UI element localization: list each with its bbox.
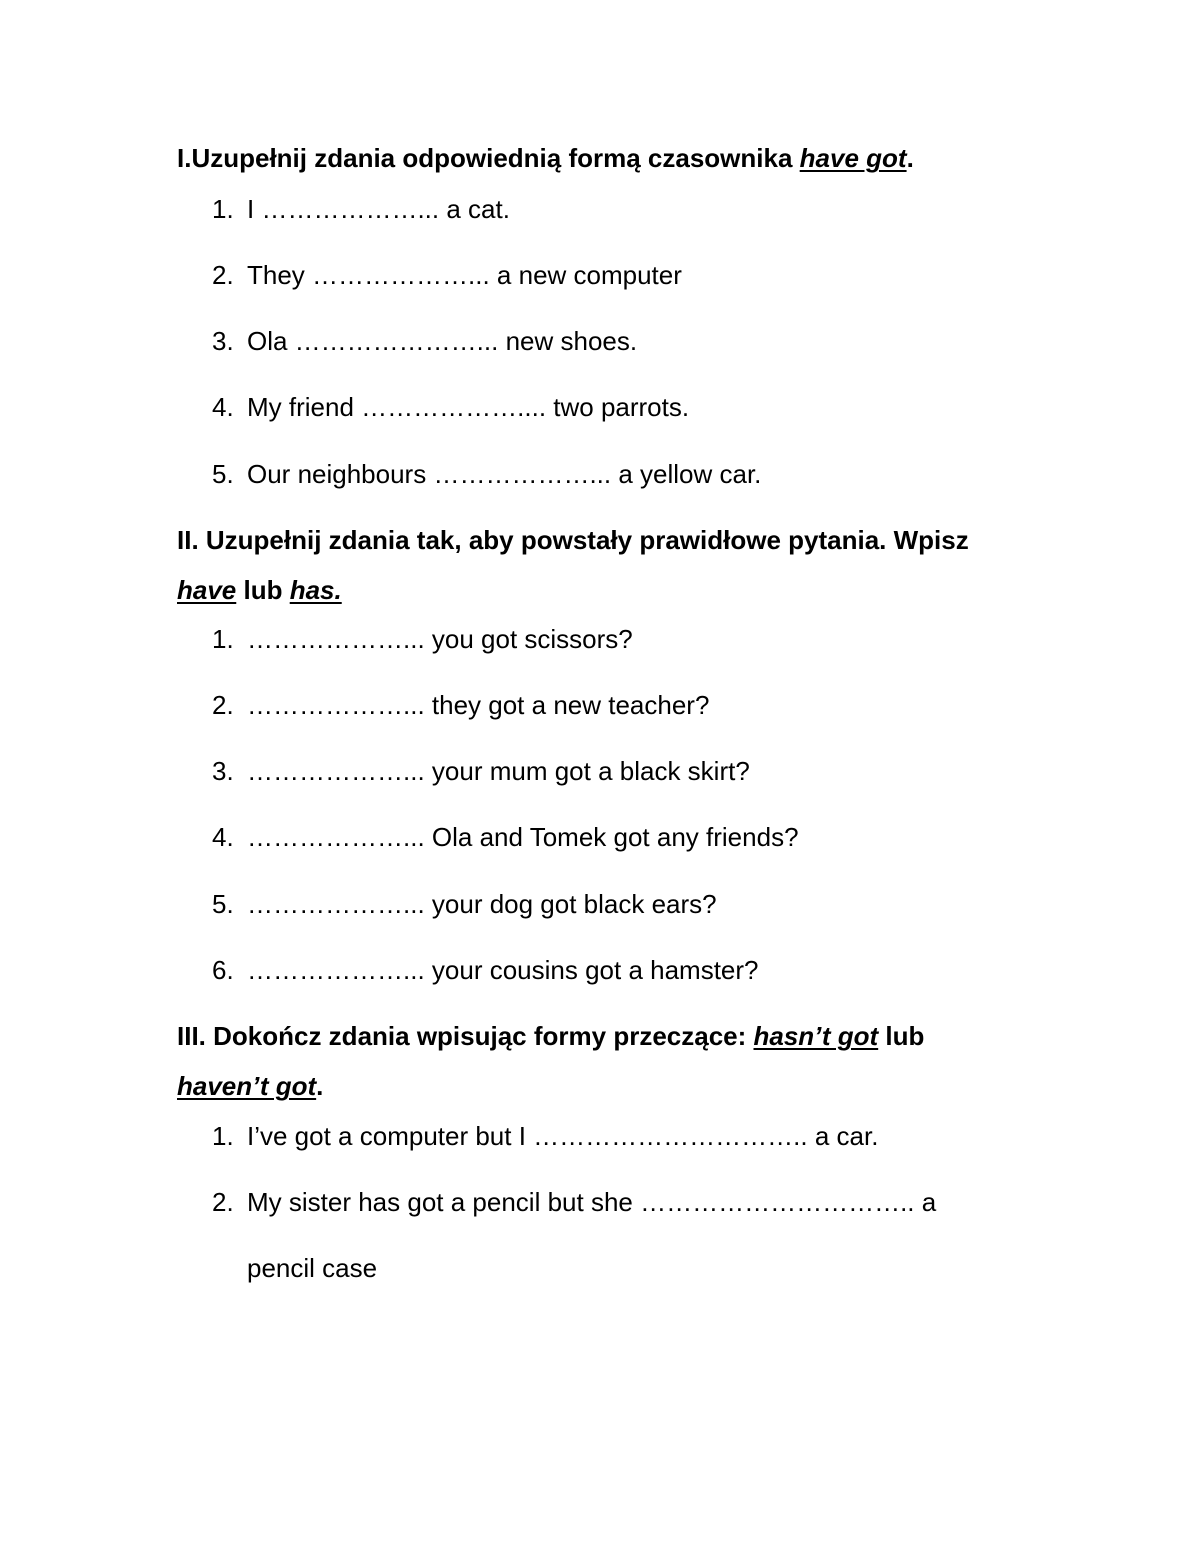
item-number: 2. [212, 690, 234, 720]
list-item [212, 259, 682, 291]
section3-heading-connector: lub [878, 1021, 925, 1051]
list-item [212, 458, 761, 490]
section2-heading-line1: II. Uzupełnij zdania tak, aby powstały prawidłowe pytania. Wpisz [177, 525, 969, 555]
item-text: ………………... Ola and Tomek got any friends? [247, 822, 799, 852]
list-item [212, 325, 637, 357]
section1-heading-emphasis: have got [799, 143, 907, 173]
item-text: ………………... your cousins got a hamster? [247, 955, 759, 985]
list-item [212, 1120, 878, 1152]
item-number: 3. [212, 756, 234, 786]
item-text: I’ve got a computer but I ………………………….. a car. [247, 1121, 879, 1151]
item-number: 5. [212, 889, 234, 919]
item-number: 1. [212, 194, 234, 224]
item-number: 4. [212, 822, 234, 852]
item-text: My sister has got a pencil but she ………………………….. a [247, 1187, 937, 1217]
item-number: 5. [212, 459, 234, 489]
item-number: 2. [212, 1187, 234, 1217]
item-text: ………………... you got scissors? [247, 624, 633, 654]
section3-heading-line2 [177, 1070, 323, 1102]
item-text: ………………... your mum got a black skirt? [247, 756, 750, 786]
item-text: Our neighbours ………………... a yellow car. [247, 459, 762, 489]
list-item [212, 193, 510, 225]
list-item [212, 888, 717, 920]
item-text: ………………... they got a new teacher? [247, 690, 710, 720]
section3-heading-line1 [177, 1020, 924, 1052]
section2-heading-line2 [177, 574, 342, 606]
list-item [212, 623, 633, 655]
section3-heading-emphasis-havent: haven’t got [177, 1071, 317, 1101]
list-item [212, 689, 709, 721]
list-item [212, 821, 799, 853]
section3-heading-emphasis-hasnt: hasn’t got [753, 1021, 879, 1051]
section1-heading-suffix: . [906, 143, 914, 173]
section2-heading-emphasis-have: have [177, 575, 237, 605]
item-number: 2. [212, 260, 234, 290]
item-text: ………………... your dog got black ears? [247, 889, 717, 919]
section3-heading-text: III. Dokończ zdania wpisując formy przeczące: [177, 1021, 754, 1051]
item-number: 3. [212, 326, 234, 356]
item-text: Ola …………………... new shoes. [247, 326, 638, 356]
section1-heading-text: I.Uzupełnij zdania odpowiednią formą czasownika [177, 143, 800, 173]
item-number: 6. [212, 955, 234, 985]
item-number: 4. [212, 392, 234, 422]
item-number: 1. [212, 1121, 234, 1151]
list-item [212, 391, 689, 423]
list-item [212, 1186, 936, 1218]
section2-heading-connector: lub [236, 575, 290, 605]
section1-heading [177, 142, 914, 174]
list-item [212, 755, 750, 787]
section2-heading-emphasis-has: has. [289, 575, 342, 605]
list-item [212, 954, 759, 986]
section3-heading-suffix: . [316, 1071, 324, 1101]
item-text: I ………………... a cat. [247, 194, 510, 224]
item-text: My friend ……………….... two parrots. [247, 392, 690, 422]
item-number: 1. [212, 624, 234, 654]
list-item-continuation: pencil case [247, 1253, 378, 1283]
item-text: They ………………... a new computer [247, 260, 682, 290]
